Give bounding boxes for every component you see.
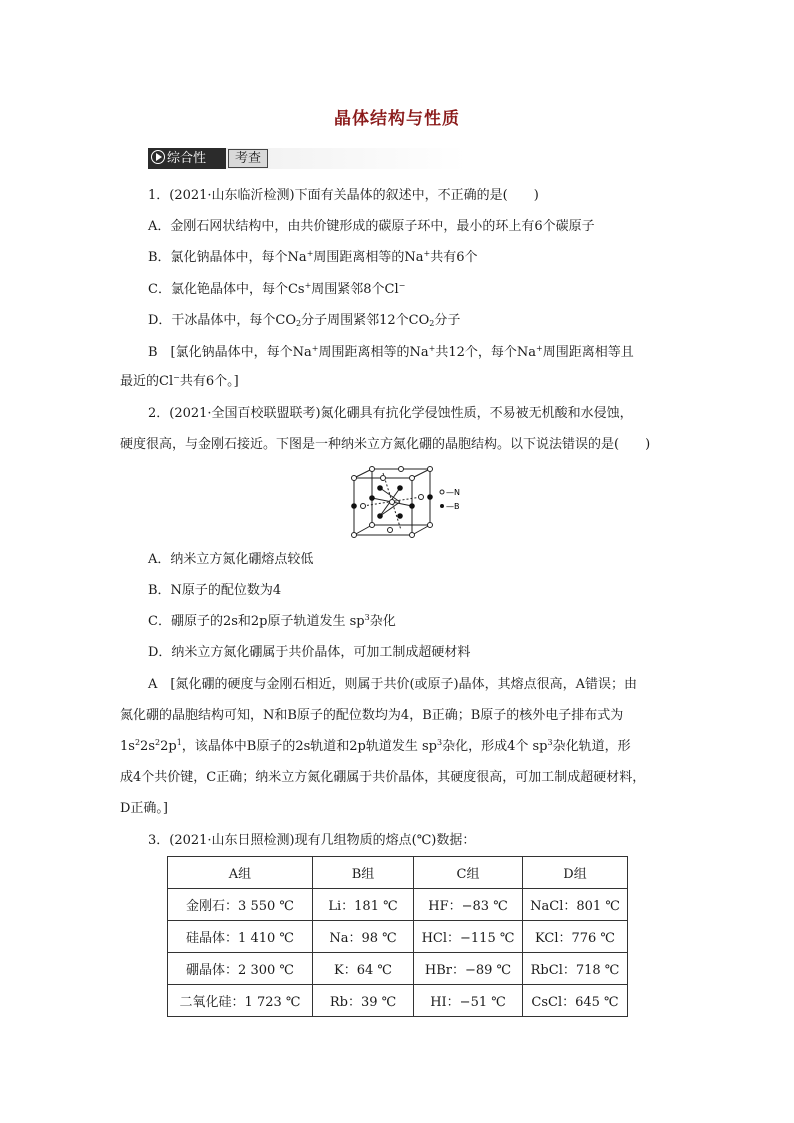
table-cell: KCl：776 ℃ — [523, 921, 628, 953]
q2-answer-line3: $1s^22s^22p^1$，该晶体中B原子的2s轨道和2p轨道发生 $sp^3$杂化，形成4个 $sp^3$杂化轨道，形 — [120, 738, 631, 754]
table-cell: K：64 ℃ — [313, 953, 414, 985]
page-title: 晶体结构与性质 — [334, 109, 460, 129]
table-header-cell: D组 — [523, 857, 628, 889]
melting-point-table — [167, 856, 628, 1017]
legend-b-label: —B — [446, 502, 460, 511]
table-header-cell: B组 — [313, 857, 414, 889]
q1-answer-line2: 最近的Cl−共有6个。] — [120, 373, 239, 389]
banner-main-label: 综合性 — [167, 151, 207, 166]
table-header-cell: A组 — [168, 857, 313, 889]
play-icon — [151, 150, 165, 164]
q1-option-a: A．金刚石网状结构中，由共价键形成的碳原子环中，最小的环上有6个碳原子 — [148, 219, 595, 234]
table-cell: Li：181 ℃ — [313, 889, 414, 921]
table-row — [168, 953, 628, 985]
table-cell: Rb：39 ℃ — [313, 985, 414, 1017]
q2-stem-line2: 硬度很高，与金刚石接近。下图是一种纳米立方氮化硼的晶胞结构。以下说法错误的是( ) — [120, 437, 651, 452]
table-cell: HCl：−115 ℃ — [414, 921, 523, 953]
q2-option-c: C．硼原子的2s和2p原子轨道发生 $sp^3$杂化 — [148, 613, 396, 629]
q2-answer-line2: 氮化硼的晶胞结构可知，N和B原子的配位数均为4，B正确；B原子的核外电子排布式为 — [120, 708, 624, 723]
section-banner — [148, 148, 466, 169]
table-cell: HBr：−89 ℃ — [414, 953, 523, 985]
table-cell: 硅晶体：1 410 ℃ — [168, 921, 313, 953]
q1-option-d: D．干冰晶体中，每个$CO_2$分子周围紧邻12个$CO_2$分子 — [148, 313, 461, 328]
q3-stem: 3．(2021·山东日照检测)现有几组物质的熔点(℃)数据： — [148, 833, 476, 848]
q2-answer-line5: D正确。] — [120, 801, 168, 816]
table-cell: 二氧化硅：1 723 ℃ — [168, 985, 313, 1017]
table-cell: 金刚石：3 550 ℃ — [168, 889, 313, 921]
crystal-cell-diagram — [350, 466, 472, 538]
table-row — [168, 921, 628, 953]
q2-option-a: A．纳米立方氮化硼熔点较低 — [148, 552, 314, 567]
table-header-row — [168, 857, 628, 889]
q1-answer-line1: B [氯化钠晶体中，每个Na+周围距离相等的Na+共12个，每个Na+周围距离相等且 — [148, 344, 634, 360]
table-cell: 硼晶体：2 300 ℃ — [168, 953, 313, 985]
q2-option-b: B．N原子的配位数为4 — [148, 583, 282, 598]
q2-answer-line4: 成4个共价键，C正确；纳米立方氮化硼属于共价晶体，其硬度很高，可加工制成超硬材料， — [120, 770, 646, 785]
table-row — [168, 889, 628, 921]
q2-answer-line1: A [氮化硼的硬度与金刚石相近，则属于共价(或原子)晶体，其熔点很高，A错误；由 — [148, 677, 637, 692]
q2-stem-line1: 2．(2021·全国百校联盟联考)氮化硼具有抗化学侵蚀性质，不易被无机酸和水侵蚀， — [148, 406, 633, 421]
table-cell: HI：−51 ℃ — [414, 985, 523, 1017]
q1-option-c: C．氯化铯晶体中，每个Cs+周围紧邻8个Cl− — [148, 281, 406, 297]
table-cell: NaCl：801 ℃ — [523, 889, 628, 921]
table-row — [168, 985, 628, 1017]
q1-stem: 1．(2021·山东临沂检测)下面有关晶体的叙述中，不正确的是( ) — [148, 188, 539, 203]
banner-sub-label: 考查 — [228, 149, 268, 168]
q2-option-d: D．纳米立方氮化硼属于共价晶体，可加工制成超硬材料 — [148, 645, 471, 660]
table-header-cell: C组 — [414, 857, 523, 889]
table-cell: RbCl：718 ℃ — [523, 953, 628, 985]
table-cell: CsCl：645 ℃ — [523, 985, 628, 1017]
table-cell: Na：98 ℃ — [313, 921, 414, 953]
q1-option-b: B．氯化钠晶体中，每个Na+周围距离相等的Na+共有6个 — [148, 249, 478, 265]
table-cell: HF：−83 ℃ — [414, 889, 523, 921]
legend-n-label: —N — [446, 488, 460, 497]
